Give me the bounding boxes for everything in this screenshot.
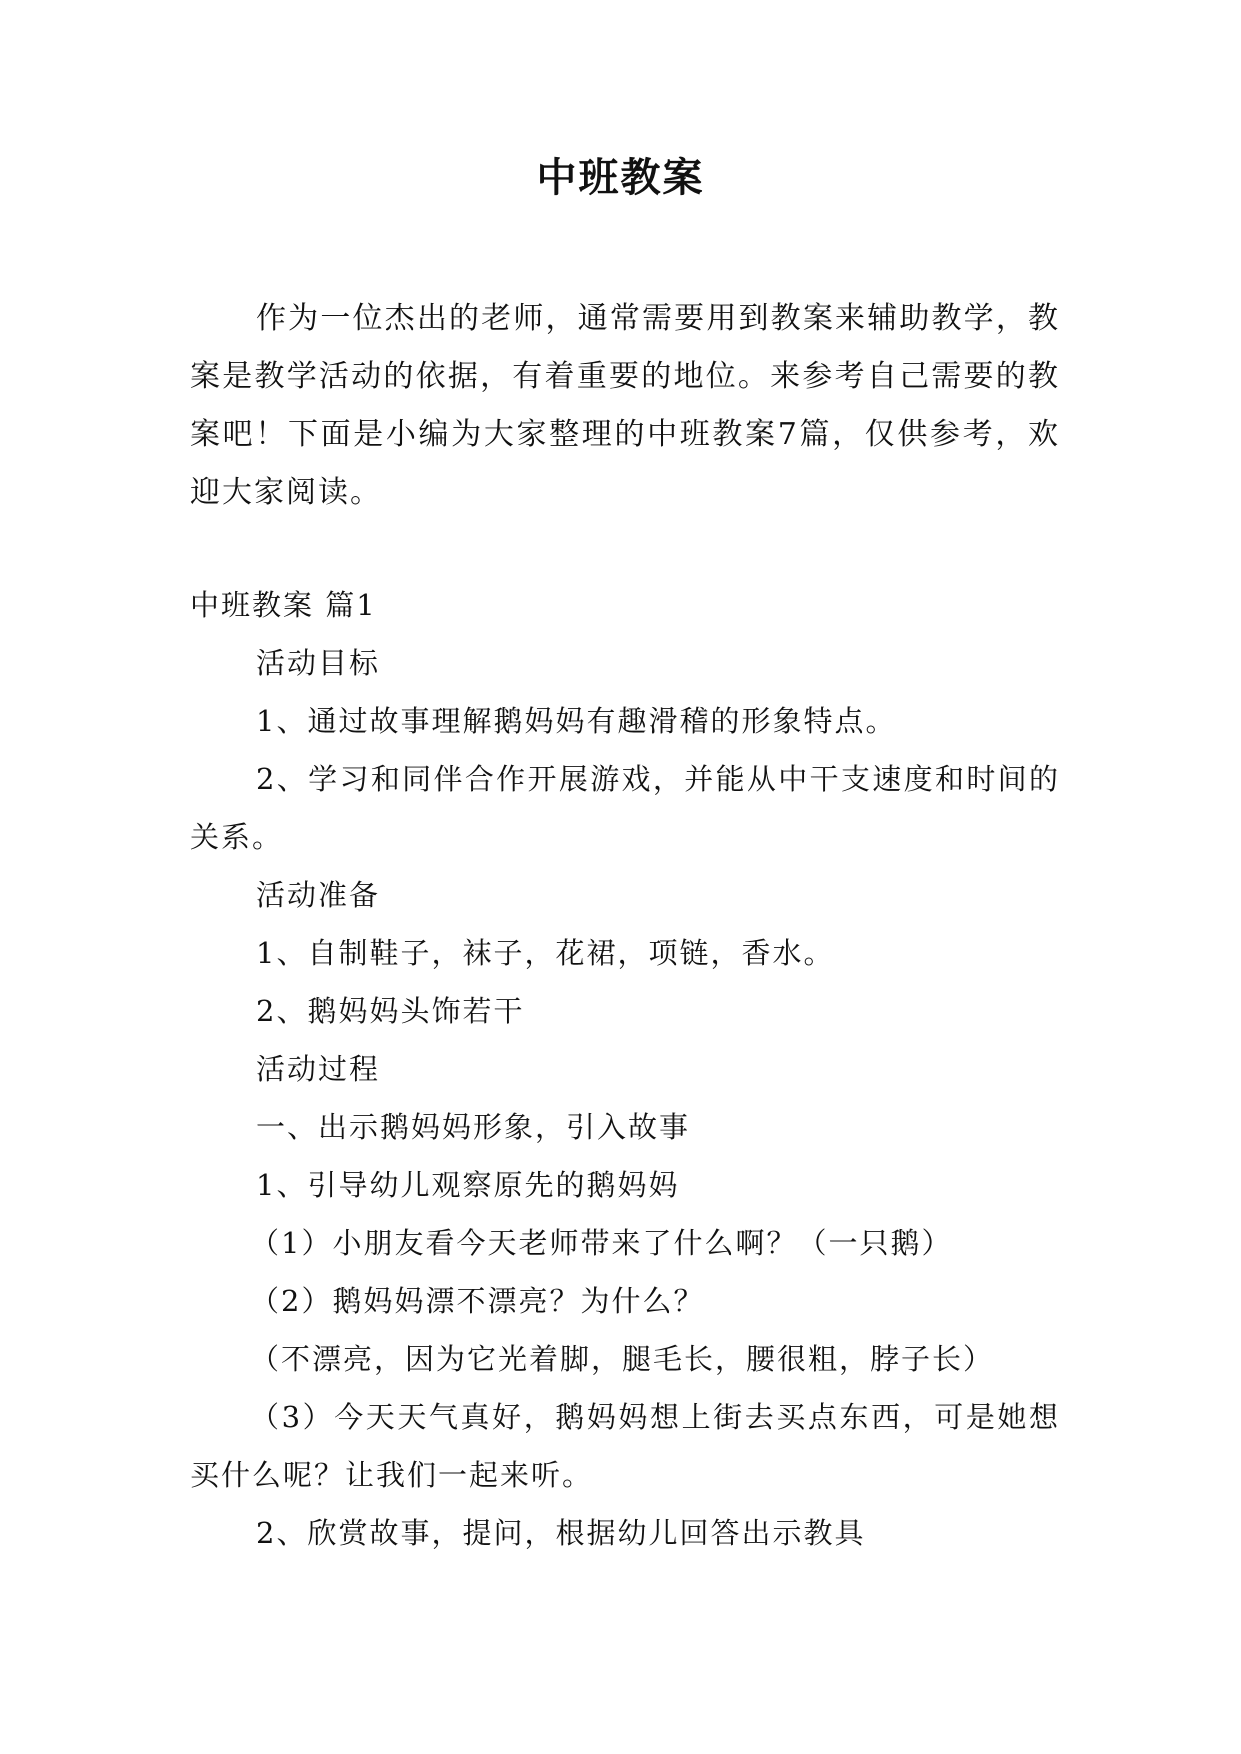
goal-item: 1、通过故事理解鹅妈妈有趣滑稽的形象特点。 [256,704,897,738]
section-heading: 中班教案 篇1 [190,588,377,622]
preparation-item: 1、自制鞋子，袜子，花裙，项链，香水。 [256,936,835,970]
intro-paragraph: 作为一位杰出的老师，通常需要用到教案来辅助教学，教案是教学活动的依据，有着重要的地位。来参考自己需要的教案吧！下面是小编为大家整理的中班教案7篇，仅供参考，欢迎大家阅读。 [190,301,1060,510]
document-title: 中班教案 [536,154,705,201]
process-question: （1）小朋友看今天老师带来了什么啊？（一只鹅） [250,1226,953,1260]
process-question: （2）鹅妈妈漂不漂亮？为什么？ [250,1284,705,1318]
process-step: 1、引导幼儿观察原先的鹅妈妈 [256,1168,680,1202]
process-answer: （不漂亮，因为它光着脚，腿毛长，腰很粗，脖子长） [250,1342,995,1376]
preparation-item: 2、鹅妈妈头饰若干 [256,994,525,1028]
lesson-plan-body [190,576,1060,1562]
process-question: （3）今天天气真好，鹅妈妈想上街去买点东西，可是她想买什么呢？让我们一起来听。 [190,1400,1060,1492]
heading-activity-preparation: 活动准备 [256,878,381,912]
process-step: 2、欣赏故事，提问，根据幼儿回答出示教具 [256,1516,866,1550]
heading-activity-process: 活动过程 [256,1052,381,1086]
heading-activity-goals: 活动目标 [256,646,381,680]
goal-item: 2、学习和同伴合作开展游戏，并能从中干支速度和时间的关系。 [190,762,1060,854]
process-step: 一、出示鹅妈妈形象，引入故事 [256,1110,691,1144]
